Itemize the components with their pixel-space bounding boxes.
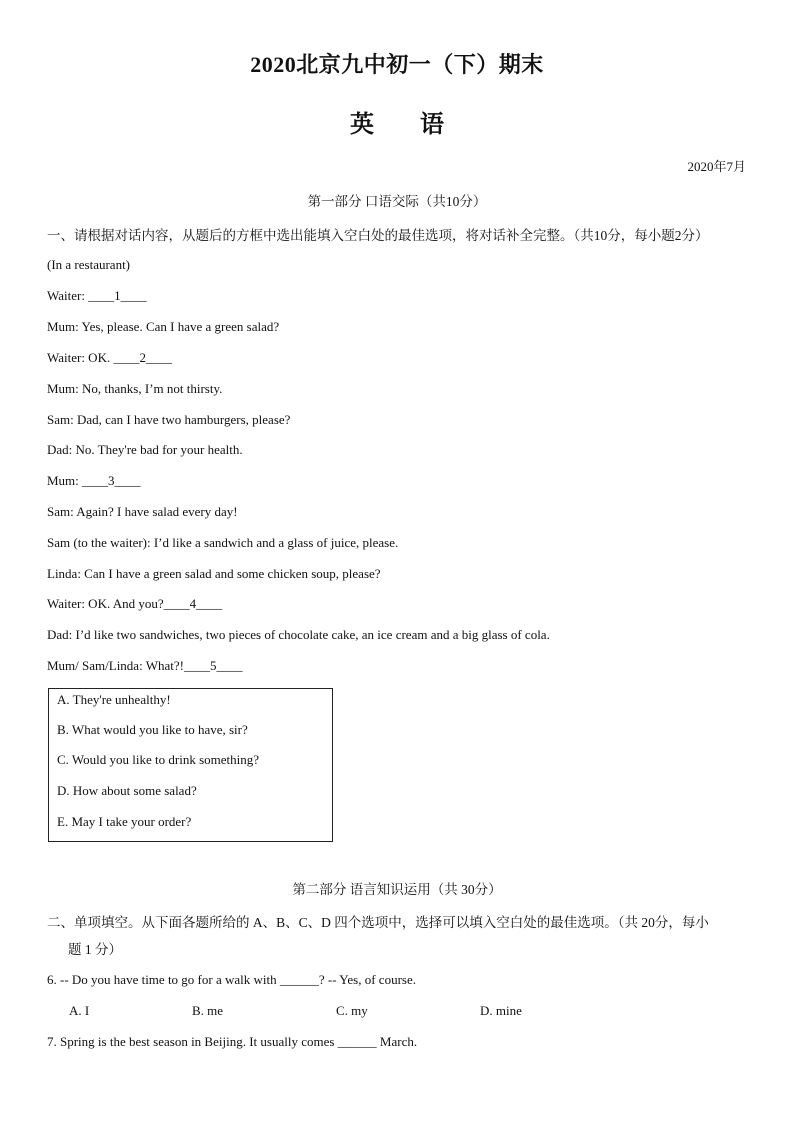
question-6-option-a: A. I	[69, 1003, 90, 1018]
subject-title: 英 语	[350, 112, 444, 138]
question-6-stem: 6. -- Do you have time to go for a walk with ______? -- Yes, of course.	[47, 972, 416, 987]
part1-heading: 第一部分 口语交际（共10分）	[307, 194, 487, 209]
option-d: D. How about some salad?	[57, 783, 197, 798]
dialogue-line: Sam: Dad, can I have two hamburgers, please?	[47, 412, 291, 427]
dialogue-line: Mum/ Sam/Linda: What?!____5____	[47, 658, 243, 673]
question-7-stem: 7. Spring is the best season in Beijing. It usually comes ______ March.	[47, 1034, 418, 1049]
dialogue-line: Linda: Can I have a green salad and some chicken soup, please?	[47, 566, 381, 581]
dialogue-line: Mum: No, thanks, I’m not thirsty.	[47, 381, 223, 396]
dialogue-line: Waiter: OK. And you?____4____	[47, 596, 223, 611]
dialogue-line: Dad: I’d like two sandwiches, two pieces of chocolate cake, an ice cream and a big glass of cola.	[47, 627, 550, 642]
page-title: 2020北京九中初一（下）期末	[250, 52, 544, 77]
dialogue-line: Sam: Again? I have salad every day!	[47, 504, 238, 519]
part2-heading: 第二部分 语言知识运用（共 30分）	[292, 882, 502, 897]
part2-instruction-cont: 题 1 分）	[68, 942, 122, 957]
dialogue-line: Waiter: ____1____	[47, 288, 147, 303]
part2-instruction: 二、单项填空。从下面各题所给的 A、B、C、D 四个选项中，选择可以填入空白处的最佳选项。（共 20分，每小	[47, 915, 709, 930]
dialogue-line: Mum: ____3____	[47, 473, 141, 488]
option-c: C. Would you like to drink something?	[57, 752, 260, 767]
dialogue-line: Sam (to the waiter): I’d like a sandwich and a glass of juice, please.	[47, 535, 399, 550]
option-e: E. May I take your order?	[57, 814, 192, 829]
options-box	[48, 688, 333, 842]
question-6-option-c: C. my	[336, 1003, 368, 1018]
option-a: A. They're unhealthy!	[57, 692, 171, 707]
dialogue-line: Waiter: OK. ____2____	[47, 350, 172, 365]
option-b: B. What would you like to have, sir?	[57, 722, 248, 737]
part1-instruction: 一、请根据对话内容，从题后的方框中选出能填入空白处的最佳选项，将对话补全完整。（共10分，每小题2分）	[47, 228, 709, 243]
question-6-option-b: B. me	[192, 1003, 224, 1018]
dialogue-line: Mum: Yes, please. Can I have a green salad?	[47, 319, 280, 334]
dialogue-line: Dad: No. They're bad for your health.	[47, 442, 243, 457]
exam-date: 2020年7月	[687, 159, 746, 174]
question-6-option-d: D. mine	[480, 1003, 522, 1018]
dialogue-line: (In a restaurant)	[47, 257, 131, 272]
